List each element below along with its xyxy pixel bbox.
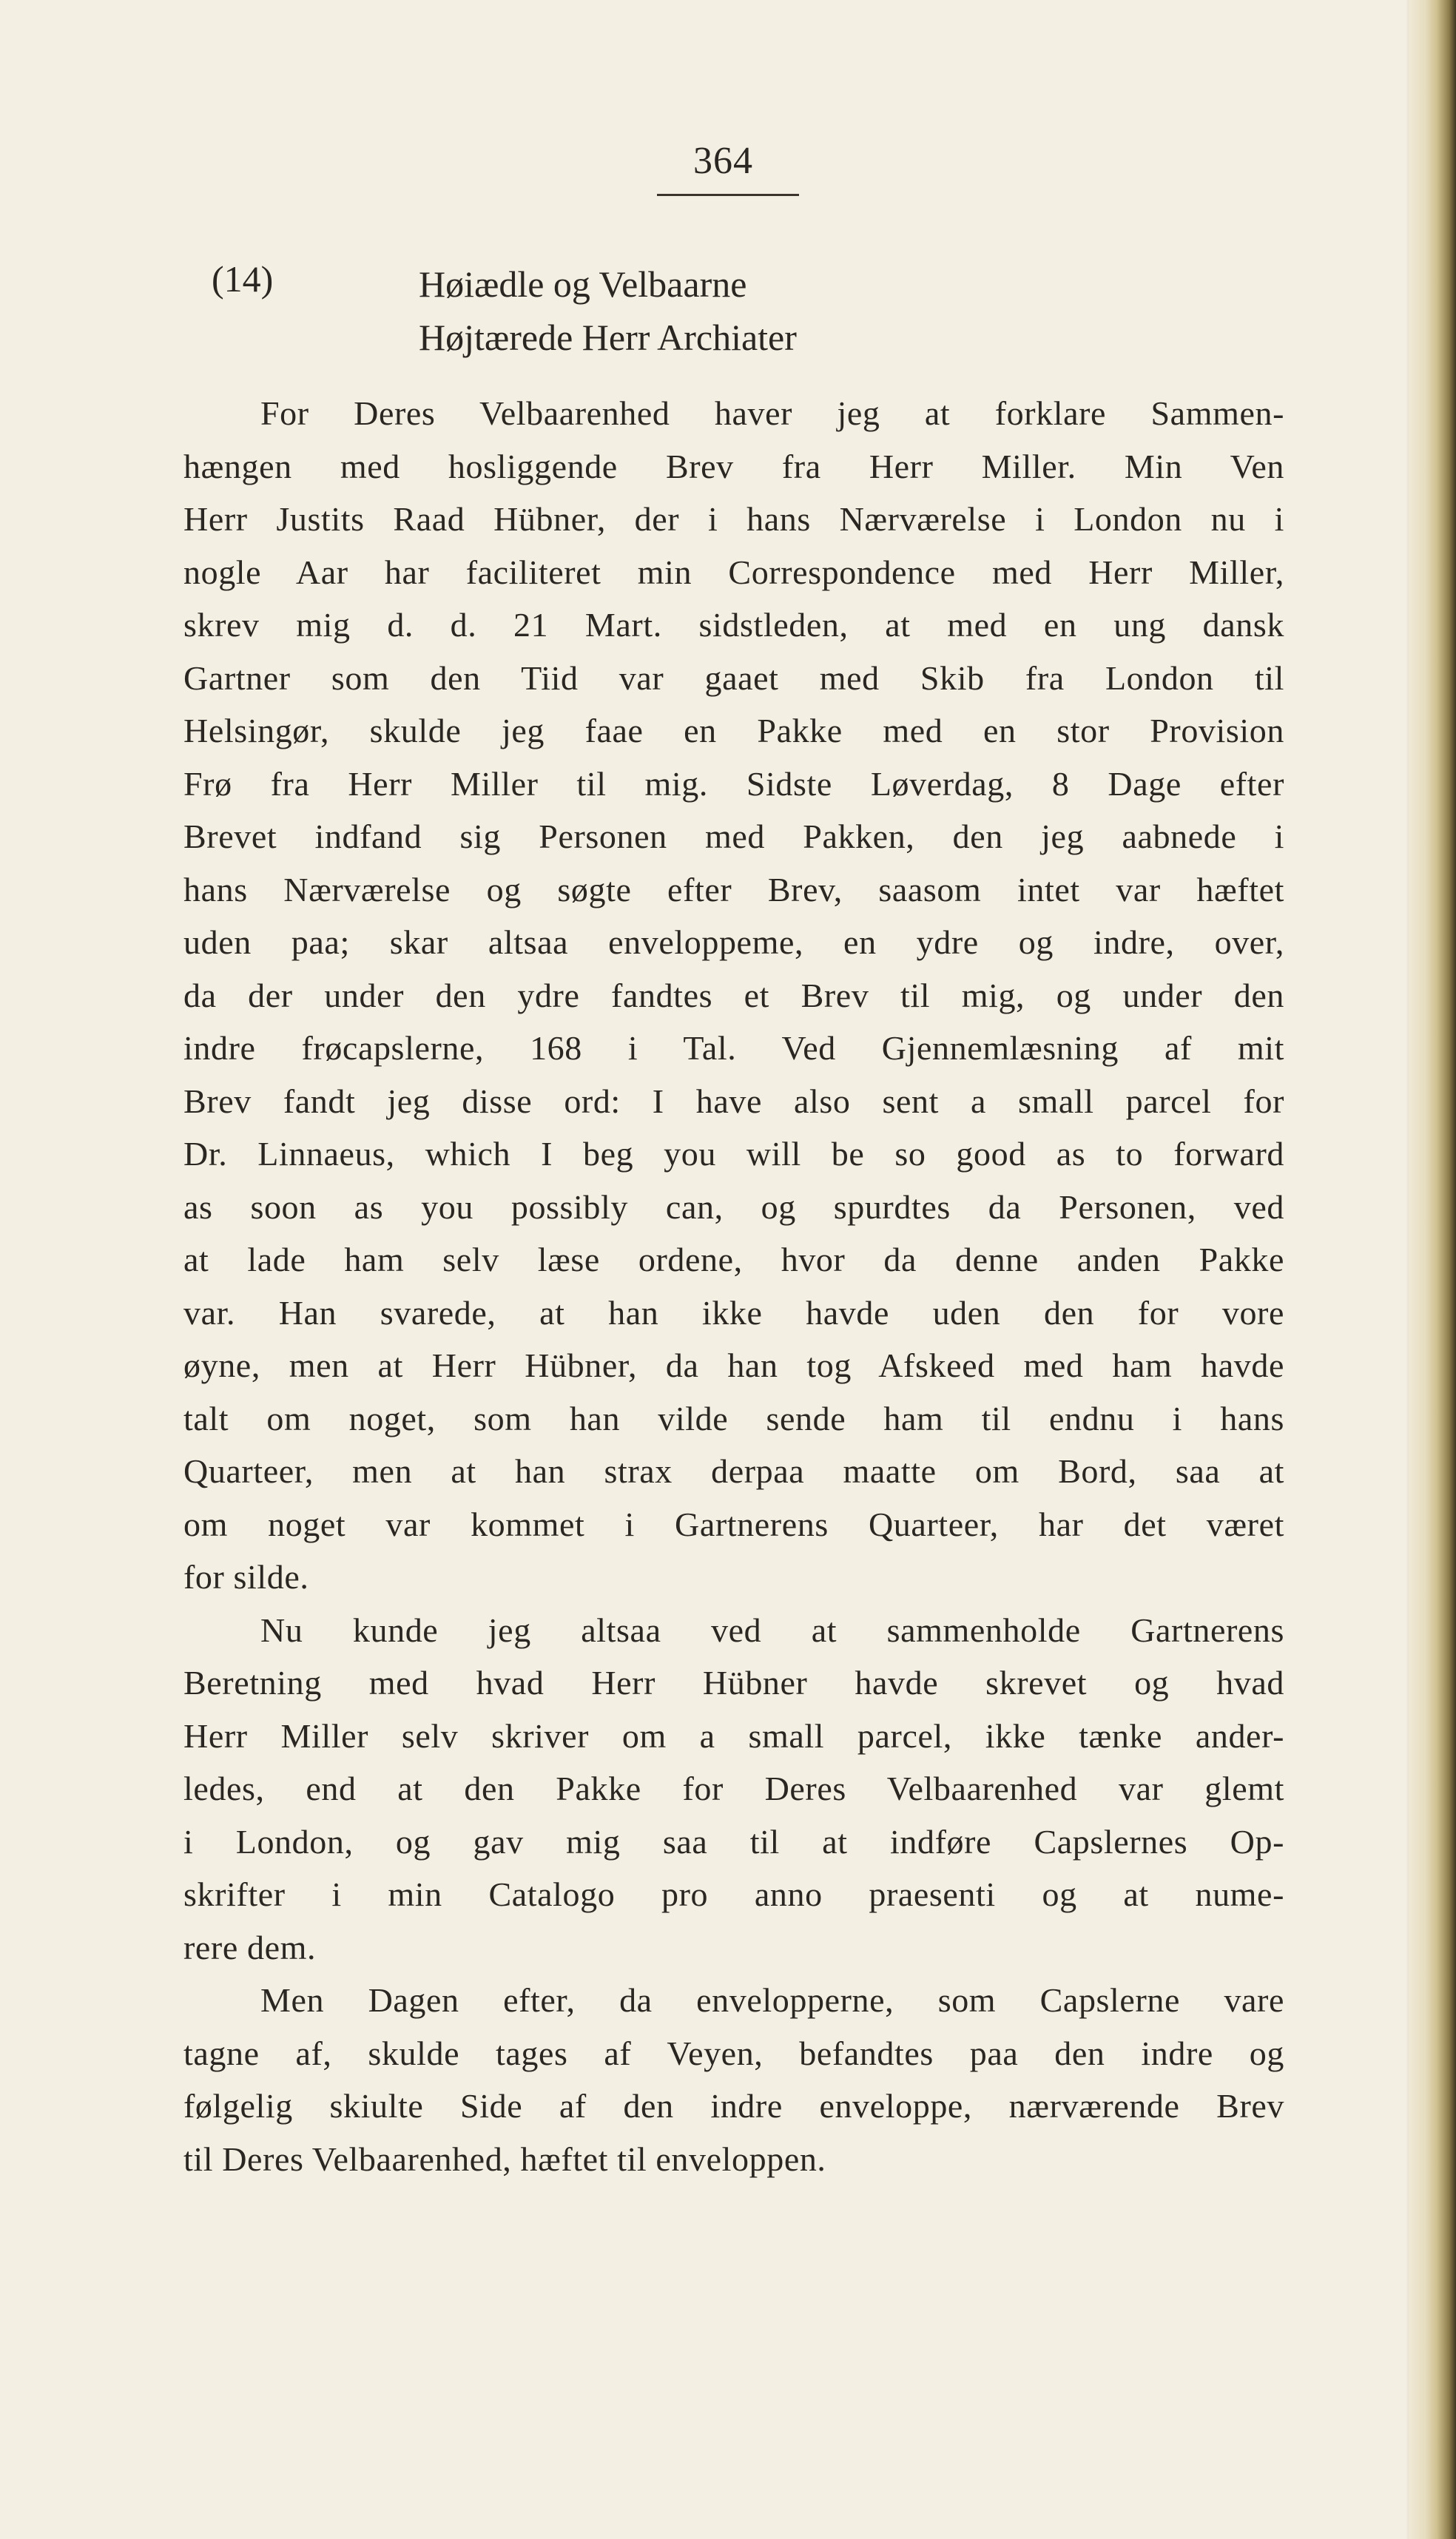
text-line: indre frøcapslerne, 168 i Tal. Ved Gjennemlæsning af mit: [183, 1029, 1284, 1067]
text-line: hans Nærværelse og søgte efter Brev, saasom intet var hæftet: [183, 870, 1284, 908]
text-line: skrifter i min Catalogo pro anno praesenti og at nume-: [183, 1875, 1284, 1913]
text-line: Dr. Linnaeus, which I beg you will be so good as to forward: [183, 1135, 1284, 1173]
text-line: skrev mig d. d. 21 Mart. sidstleden, at med en ung dansk: [183, 606, 1284, 644]
text-line: for silde.: [183, 1558, 309, 1596]
text-line: øyne, men at Herr Hübner, da han tog Afskeed med ham havde: [183, 1346, 1284, 1384]
text-line: nogle Aar har faciliteret min Correspondence med Herr Miller,: [183, 553, 1284, 591]
text-line: Herr Justits Raad Hübner, der i hans Nærværelse i London nu i: [183, 500, 1284, 538]
text-line: til Deres Velbaarenhed, hæftet til enveloppen.: [183, 2140, 826, 2178]
page-edge: [1409, 0, 1456, 2539]
text-line: at lade ham selv læse ordene, hvor da denne anden Pakke: [183, 1241, 1284, 1278]
text-line: om noget var kommet i Gartnerens Quarteer, har det været: [183, 1505, 1284, 1543]
text-line: rere dem.: [183, 1928, 317, 1966]
text-line: i London, og gav mig saa til at indføre Capslernes Op-: [183, 1822, 1284, 1861]
text-line: For Deres Velbaarenhed haver jeg at forklare Sammen-: [260, 394, 1284, 432]
text-line: hængen med hosliggende Brev fra Herr Miller. Min Ven: [183, 447, 1284, 485]
text-line: Men Dagen efter, da envelopperne, som Capslerne vare: [260, 1981, 1284, 2019]
text-line: uden paa; skar altsaa enveloppeme, en ydre og indre, over,: [183, 923, 1284, 961]
text-line: da der under den ydre fandtes et Brev til mig, og under den: [183, 976, 1284, 1014]
text-line: Quarteer, men at han strax derpaa maatte om Bord, saa at: [183, 1452, 1284, 1490]
page-number: 364: [693, 140, 753, 182]
salutation-line-1: Høiædle og Velbaarne: [419, 263, 747, 305]
page-number-rule: [657, 194, 799, 196]
text-line: Nu kunde jeg altsaa ved at sammenholde Gartnerens: [260, 1611, 1284, 1649]
salutation: [419, 257, 797, 364]
text-line: tagne af, skulde tages af Veyen, befandtes paa den indre og: [183, 2034, 1284, 2072]
text-line: Brev fandt jeg disse ord: I have also sent a small parcel for: [183, 1082, 1284, 1120]
text-line: talt om noget, som han vilde sende ham til endnu i hans: [183, 1399, 1284, 1437]
text-line: Gartner som den Tiid var gaaet med Skib fra London til: [183, 658, 1284, 697]
text-line: ledes, end at den Pakke for Deres Velbaarenhed var glemt: [183, 1770, 1284, 1807]
text-line: Beretning med hvad Herr Hübner havde skrevet og hvad: [183, 1664, 1284, 1702]
text-line: følgelig skiulte Side af den indre enveloppe, nærværende Brev: [183, 2087, 1284, 2125]
text-line: Brevet indfand sig Personen med Pakken, den jeg aabnede i: [183, 817, 1284, 855]
text-line: Herr Miller selv skriver om a small parcel, ikke tænke ander-: [183, 1716, 1284, 1755]
salutation-line-2: Højtærede Herr Archiater: [419, 317, 797, 358]
text-line: var. Han svarede, at han ikke havde uden den for vore: [183, 1293, 1284, 1332]
text-line: as soon as you possibly can, og spurdtes da Personen, ved: [183, 1187, 1284, 1226]
text-line: Helsingør, skulde jeg faae en Pakke med en stor Provision: [183, 712, 1284, 749]
letter-number: (14): [212, 258, 274, 300]
letter-body: [183, 387, 1284, 2185]
text-line: Frø fra Herr Miller til mig. Sidste Løverdag, 8 Dage efter: [183, 764, 1284, 803]
